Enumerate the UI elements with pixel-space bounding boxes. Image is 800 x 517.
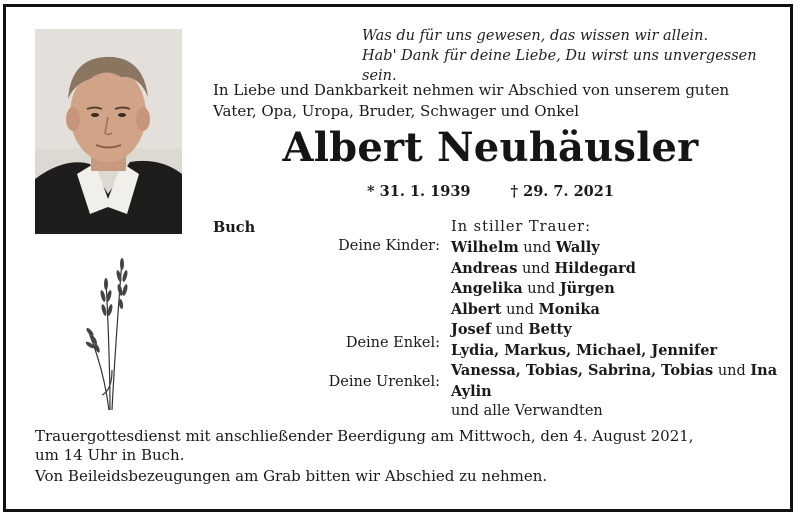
relatives: und alle Verwandten	[451, 403, 603, 419]
place-name: Buch	[213, 219, 256, 236]
intro-line-2: Vater, Opa, Uropa, Bruder, Schwager und Onkel	[213, 102, 580, 120]
intro-line-1: In Liebe und Dankbarkeit nehmen wir Abschied von unserem guten	[213, 81, 730, 99]
greatgrandchildren-label: Deine Urenkel:	[328, 374, 440, 390]
greatgrandchildren: Aylin	[451, 382, 492, 400]
portrait-photo	[35, 29, 182, 234]
intro-text	[213, 80, 773, 122]
list-item: Angelika und Jürgen	[451, 280, 615, 297]
service-line-1: Trauergottesdienst mit anschließender Beerdigung am Mittwoch, den 4. August 2021,	[35, 427, 694, 445]
list-item: Albert und Monika	[451, 300, 600, 318]
list-item: Josef und Betty	[451, 321, 572, 338]
condolence-note: Von Beileidsbezeugungen am Grab bitten wir Abschied zu nehmen.	[35, 467, 548, 485]
death-date: † 29. 7. 2021	[510, 183, 614, 200]
life-dates	[213, 183, 768, 200]
children-label: Deine Kinder:	[338, 238, 440, 254]
grandchildren-line-1: Lydia, Markus, Michael, Jennifer	[451, 341, 718, 359]
wheat-icon	[82, 250, 142, 415]
deceased-name: Albert Neuhäusler	[282, 124, 699, 171]
birth-date: * 31. 1. 1939	[367, 183, 471, 200]
poem-line-2: Hab' Dank für deine Liebe, Du wirst uns unvergessen sein.	[362, 48, 757, 84]
poem	[362, 26, 782, 86]
funeral-service-text	[35, 427, 775, 465]
list-item: Andreas und Hildegard	[451, 259, 636, 277]
grandchildren-line-2: Vanessa, Tobias, Sabrina, Tobias und Ina	[451, 362, 778, 379]
children-list	[451, 238, 777, 422]
grandchildren-label: Deine Enkel:	[345, 335, 440, 351]
service-line-2: um 14 Uhr in Buch.	[35, 446, 185, 464]
mourners-title: In stiller Trauer:	[451, 219, 591, 235]
list-item: Wilhelm und Wally	[451, 239, 600, 256]
poem-line-1: Was du für uns gewesen, das wissen wir allein.	[362, 28, 709, 44]
